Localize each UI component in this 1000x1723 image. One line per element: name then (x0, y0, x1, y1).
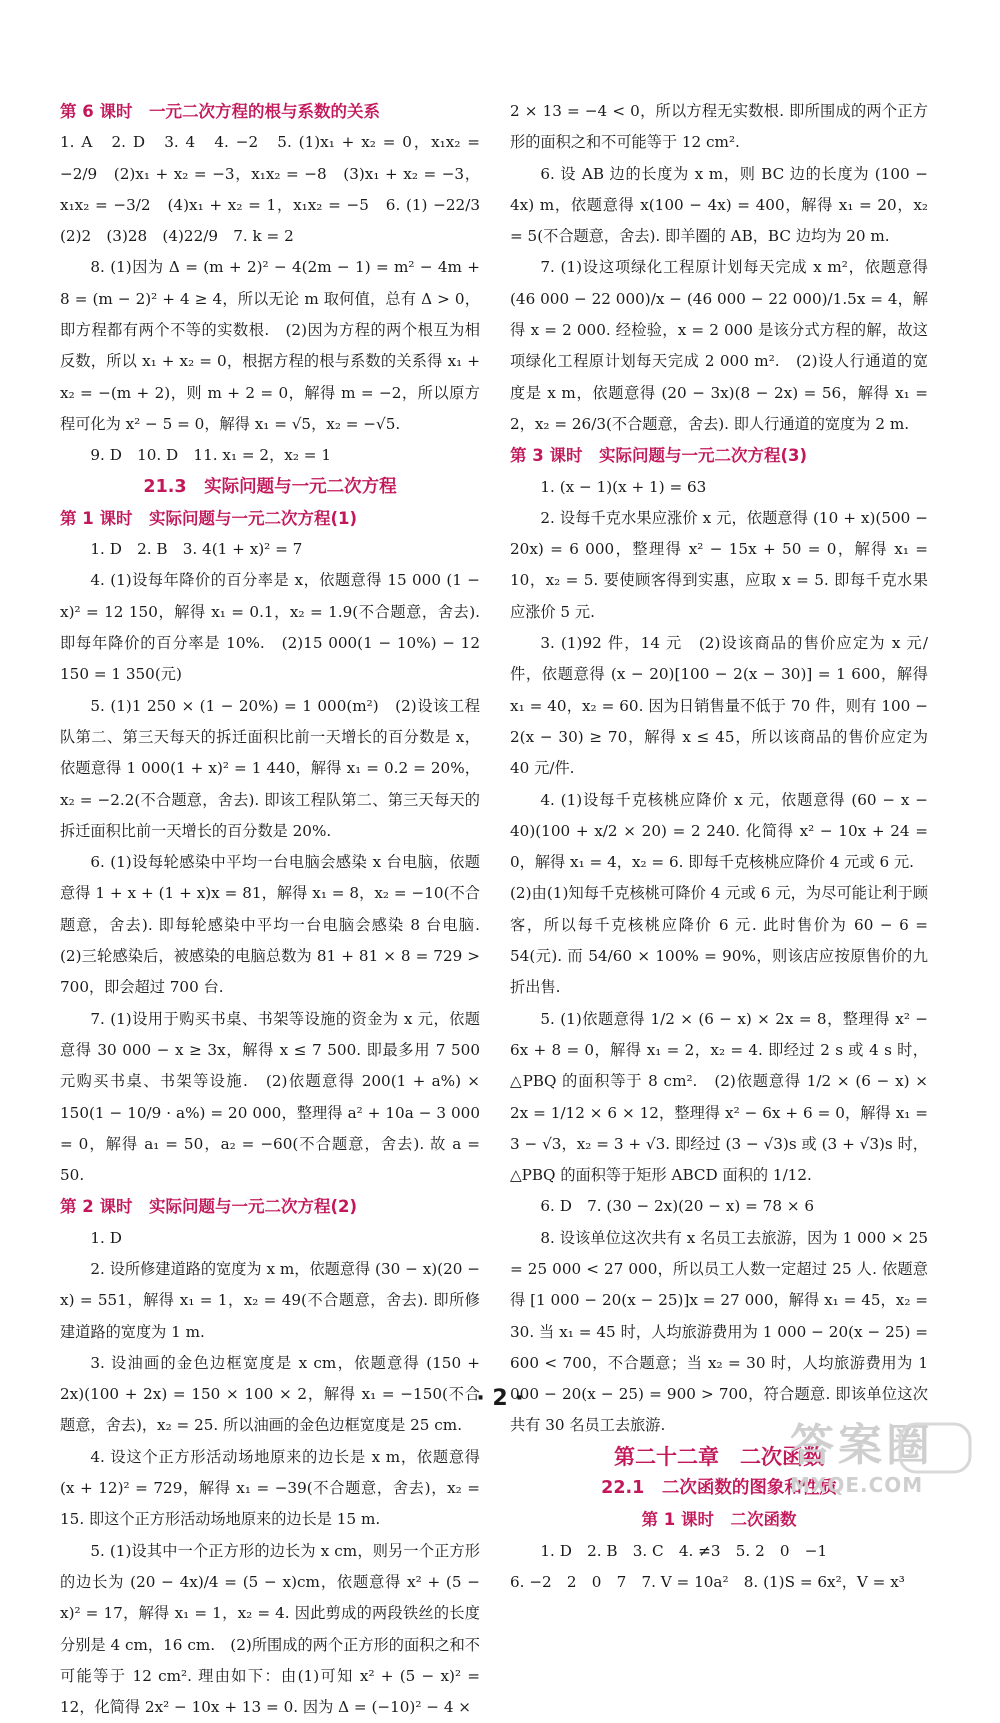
answer-paragraph: 1. A 2. D 3. 4 4. −2 5. (1)x₁ + x₂ = 0，x₁x₂ = −2/9 (2)x₁ + x₂ = −3，x₁x₂ = −8 (3)x₁ + x₂ = −3，x₁x₂ = −3/2 (4)x₁ + x₂ = 1，x₁x₂ = −5 6. (1) −22/3 (2)2 (3)28 (4)22/9 7. k = 2 (60, 133, 496, 246)
answer-paragraph: 6. (1)设每轮感染中平均一台电脑会感染 x 台电脑，依题意得 1 + x + (1 + x)x = 81，解得 x₁ = 8，x₂ = −10(不合题意，舍去). 即每轮感染中平均一台电脑会感染 8 台电脑. (2)三轮感染后，被感染的电脑总数为 81 + 81 × 8 = 729 > 700，即会超过 700 台. (60, 853, 496, 997)
answer-paragraph: 5. (1)设其中一个正方形的边长为 x cm，则另一个正方形的边长为 (20 − 4x)/4 = (5 − x)cm，依题意得 x² + (5 − x)² = 17，解得 x₁ = 1，x₂ = 4. 因此剪成的两段铁丝的长度分别是 4 cm，16 cm. (2)所围成的两个正方形的面积之和不可能等于 12 cm². 理由如下：由(1)可知 x² + (5 − x)² = 12，化简得 2x² − 10x + 13 = 0. 因为 Δ = (−10)² − 4 × (60, 1541, 480, 1717)
answer-paragraph: 6. 设 AB 边的长度为 x m，则 BC 边的长度为 (100 − 4x) m，依题意得 x(100 − 4x) = 400，解得 x₁ = 20，x₂ = 5(不合题意，舍去). 即羊圈的 AB，BC 边均为 20 m. (510, 164, 928, 246)
left-column (60, 96, 496, 1723)
section-heading: 21.3 实际问题与一元二次方程 (143, 476, 397, 497)
answer-paragraph: 7. (1)设这项绿化工程原计划每天完成 x m²，依题意得 (46 000 − 22 000)/x − (46 000 − 22 000)/1.5x = 4，解得 x = 2 000. 经检验，x = 2 000 是该分式方程的解，故这项绿化工程原计划每天完成 2 000 m². (2)设人行通道的宽度是 x m，依题意得 (20 − 3x)(8 − 2x) = 56，解得 x₁ = 2，x₂ = 26/3(不合题意，舍去). 即人行通道的宽度为 2 m. (510, 258, 928, 433)
section-heading: 22.1 二次函数的图象和性质 (601, 1478, 837, 1499)
answer-paragraph: 1. (x − 1)(x + 1) = 63 (540, 477, 707, 496)
page-number: · 2 · (476, 1386, 524, 1411)
right-column (510, 96, 928, 1598)
answer-paragraph: (2)由(1)知每千克核桃可降价 4 元或 6 元，为尽可能让利于顾客，所以每千克核桃应降价 6 元. 此时售价为 60 − 6 = 54(元). 而 54/60 × 100% = 90%，则该店应按原售价的九折出售. (510, 884, 928, 997)
answer-paragraph: 4. 设这个正方形活动场地原来的边长是 x m，依题意得 (x + 12)² = 729，解得 x₁ = −39(不合题意，舍去)，x₂ = 15. 即这个正方形活动场地原来的边长是 15 m. (60, 1447, 480, 1529)
site-watermark (790, 1420, 990, 1510)
answer-paragraph: 3. (1)92 件，14 元 (2)设该商品的售价应定为 x 元/件，依题意得 (x − 20)[100 − 2(x − 30)] = 1 600，解得 x₁ = 40，x₂ = 60. 因为日销售量不低于 70 件，则有 100 − 2(x − 30) ≥ 70，解得 x ≤ 45，所以该商品的售价应定为 40 元/件. (510, 634, 928, 778)
answer-paragraph: 6. D 7. (30 − 2x)(20 − x) = 78 × 6 (540, 1197, 815, 1216)
answer-paragraph: 8. (1)因为 Δ = (m + 2)² − 4(2m − 1) = m² − 4m + 8 = (m − 2)² + 4 ≥ 4，所以无论 m 取何值，总有 Δ > 0，即方程都有两个不等的实数根. (2)因为方程的两个根互为相反数，所以 x₁ + x₂ = 0，根据方程的根与系数的关系得 x₁ + x₂ = −(m + 2)，则 m + 2 = 0，解得 m = −2，所以原方程可化为 x² − 5 = 0，解得 x₁ = √5，x₂ = −√5. (60, 258, 480, 433)
lesson-heading: 第 3 课时 实际问题与一元二次方程(3) (510, 446, 808, 466)
answer-paragraph: 4. (1)设每千克核桃应降价 x 元，依题意得 (60 − x − 40)(100 + x/2 × 20) = 2 240. 化简得 x² − 10x + 24 = 0，解得 x₁ = 4，x₂ = 6. 即每千克核桃应降价 4 元或 6 元. (510, 790, 928, 872)
chapter-heading: 第二十二章 二次函数 (614, 1444, 824, 1469)
lesson-heading: 第 6 课时 一元二次方程的根与系数的关系 (60, 102, 380, 121)
watermark-badge-icon (790, 1420, 990, 1510)
answer-paragraph: 4. (1)设每年降价的百分率是 x，依题意得 15 000 (1 − x)² = 12 150，解得 x₁ = 0.1，x₂ = 1.9(不合题意，舍去). 即每年降价的百分率是 10%. (2)15 000(1 − 10%) − 12 150 = 1 350(元) (60, 571, 480, 684)
lesson-heading: 第 1 课时 实际问题与一元二次方程(1) (60, 508, 358, 528)
lesson-heading: 第 1 课时 二次函数 (641, 1510, 797, 1530)
watermark-text: 答案圈 (790, 1420, 934, 1471)
answer-paragraph: 2. 设所修建道路的宽度为 x m，依题意得 (30 − x)(20 − x) = 551，解得 x₁ = 1，x₂ = 49(不合题意，舍去). 即所修建道路的宽度为 1 m. (60, 1259, 480, 1341)
answer-paragraph: 5. (1)1 250 × (1 − 20%) = 1 000(m²) (2)设该工程队第二、第三天每天的拆迁面积比前一天增长的百分数是 x，依题意得 1 000(1 + x)² = 1 440，解得 x₁ = 0.2 = 20%，x₂ = −2.2(不合题意，舍去). 即该工程队第二、第三天每天的拆迁面积比前一天增长的百分数是 20%. (60, 696, 480, 840)
answer-paragraph: 8. 设该单位这次共有 x 名员工去旅游，因为 1 000 × 25 = 25 000 < 27 000，所以员工人数一定超过 25 人. 依题意得 [1 000 − 20(x − 25)]x = 27 000，解得 x₁ = 45，x₂ = 30. 当 x₁ = 45 时，人均旅游费用为 1 000 − 20(x − 25) = 600 < 700，不合题意；当 x₂ = 30 时，人均旅游费用为 1 000 − 20(x − 25) = 900 > 700，符合题意. 即该单位这次共有 30 名员工去旅游. (510, 1228, 928, 1435)
lesson-heading: 第 2 课时 实际问题与一元二次方程(2) (60, 1197, 358, 1217)
answer-paragraph: 1. D 2. B 3. C 4. ≠3 5. 2 0 −1 (540, 1541, 828, 1560)
watermark-url: MXQE.COM (790, 1473, 924, 1497)
answer-paragraph: 3. 设油画的金色边框宽度是 x cm，依题意得 (150 + 2x)(100 + 2x) = 150 × 100 × 2，解得 x₁ = −150(不合题意，舍去)，x₂ = 25. 所以油画的金色边框宽度是 25 cm. (60, 1353, 480, 1435)
answer-paragraph: 2 × 13 = −4 < 0，所以方程无实数根. 即所围成的两个正方形的面积之和不可能等于 12 cm². (510, 102, 928, 152)
answer-paragraph: 9. D 10. D 11. x₁ = 2，x₂ = 1 (90, 446, 331, 465)
answer-paragraph: 2. 设每千克水果应涨价 x 元，依题意得 (10 + x)(500 − 20x) = 6 000，整理得 x² − 15x + 50 = 0，解得 x₁ = 10，x₂ = 5. 要使顾客得到实惠，应取 x = 5. 即每千克水果应涨价 5 元. (510, 508, 928, 621)
answer-paragraph: 6. −2 2 0 7 7. V = 10a² 8. (1)S = 6x²，V = x³ (510, 1572, 905, 1591)
answer-paragraph: 7. (1)设用于购买书桌、书架等设施的资金为 x 元，依题意得 30 000 − x ≥ 3x，解得 x ≤ 7 500. 即最多用 7 500 元购买书桌、书架等设施. (2)依题意得 200(1 + a%) × 150(1 − 10/9 · a%) = 20 000，整理得 a² + 10a − 3 000 = 0，解得 a₁ = 50，a₂ = −60(不合题意，舍去). 故 a = 50. (60, 1009, 480, 1185)
answer-paragraph: 1. D 2. B 3. 4(1 + x)² = 7 (90, 540, 303, 559)
answer-paragraph: 1. D (90, 1228, 122, 1247)
answer-paragraph: 5. (1)依题意得 1/2 × (6 − x) × 2x = 8，整理得 x² − 6x + 8 = 0，解得 x₁ = 2，x₂ = 4. 即经过 2 s 或 4 s 时，△PBQ 的面积等于 8 cm². (2)依题意得 1/2 × (6 − x) × 2x = 1/12 × 6 × 12，整理得 x² − 6x + 6 = 0，解得 x₁ = 3 − √3，x₂ = 3 + √3. 即经过 (3 − √3)s 或 (3 + √3)s 时，△PBQ 的面积等于矩形 ABCD 面积的 1/12. (510, 1009, 928, 1185)
